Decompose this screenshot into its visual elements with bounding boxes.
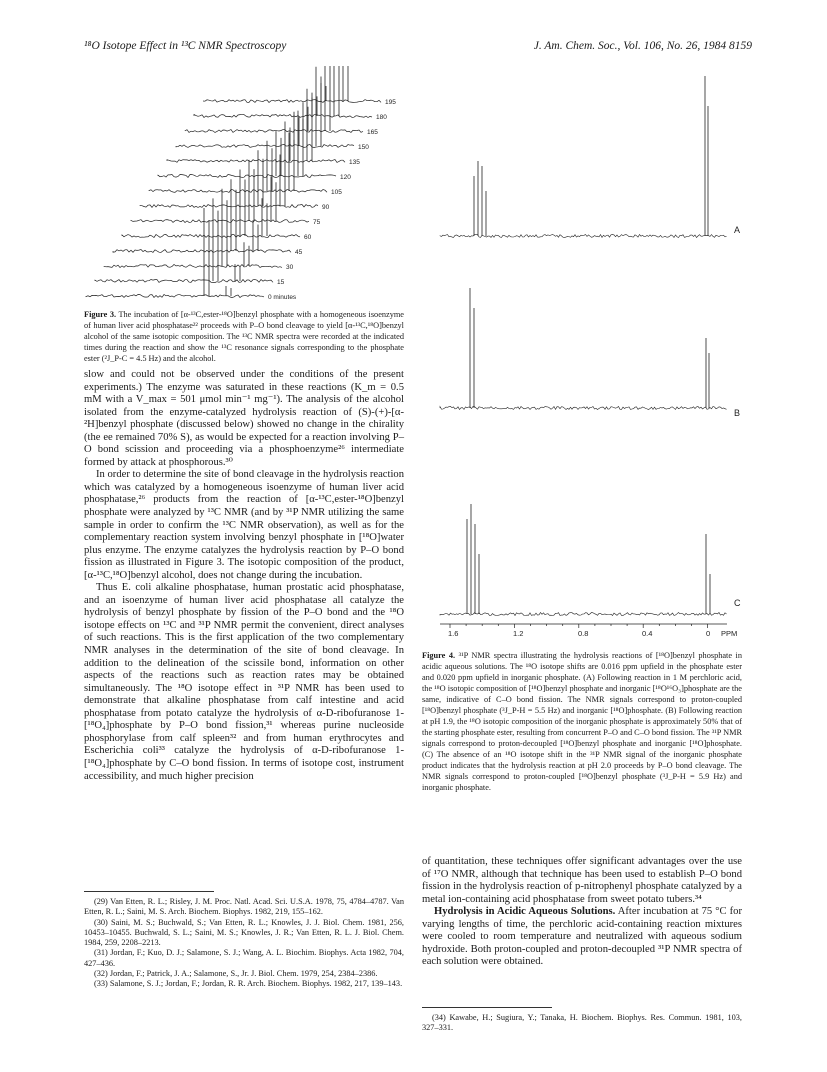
trace-label-c: C [734, 598, 741, 608]
time-label: 30 [286, 264, 294, 271]
trace-label-b: B [734, 408, 741, 418]
left-column-text [84, 369, 404, 783]
spectrum-trace [149, 190, 327, 193]
figure-3-stacked-spectra [84, 66, 414, 306]
axis-unit-label: PPM [721, 629, 738, 638]
spectrum-trace [167, 160, 345, 163]
trace-label-a: A [734, 225, 741, 235]
axis-tick-label: 1.6 [448, 629, 459, 638]
spectrum-trace [440, 407, 727, 410]
paragraph: slow and could not be observed under the conditions of the present experiments.) The enzyme was saturated in these reactions (K_m = 0.5 mM with a V_max = 501 μmol min⁻¹ mg⁻¹). The analysis of the alcohol isolated from the enzyme-catalyzed hydrolysis reaction of (S)-(+)-[α-²H]benzyl phosphate (discussed below) showed no change in the chirality (the ee remained 70% S), as would be expected for a reaction involving P–O bond scission and proceeding via a phosphoenzyme²⁶ intermediate formed by attack at phosphorous.³⁰ [84, 369, 404, 468]
spectrum-trace [95, 280, 273, 283]
time-label: 180 [376, 114, 387, 121]
spectrum-trace [194, 115, 372, 118]
axis-tick-label: 0 [706, 629, 711, 638]
spectrum-trace [86, 295, 264, 298]
spectrum-trace [440, 613, 727, 616]
paragraph: of quantitation, these techniques offer significant advantages over the use of ¹⁷O NMR, although that technique has been used to establish P–O bond fission in the hydrolysis reaction of p-nitrophenyl phosphate catalyzed by a metal ion-containing acid phosphatase from sweet potato tubers.³⁴ [422, 856, 742, 905]
footnote: (34) Kawabe, H.; Sugiura, Y.; Tanaka, H. Biochem. Biophys. Res. Commun. 1981, 103, 327–331. [422, 1013, 742, 1033]
spectrum-trace [104, 265, 282, 268]
running-head-citation: J. Am. Chem. Soc., Vol. 106, No. 26, 1984 8159 [533, 40, 752, 52]
spectrum-trace [203, 100, 381, 103]
spectrum-trace [122, 235, 300, 238]
figure-4 [422, 66, 752, 646]
running-head-title: ¹⁸O Isotope Effect in ¹³C NMR Spectroscopy [84, 40, 287, 52]
figure-3-caption-label: Figure 3. [84, 310, 117, 319]
section-run-in-heading: Hydrolysis in Acidic Aqueous Solutions. [434, 906, 616, 918]
footnote-rule-left [84, 891, 214, 892]
figure-3-caption [84, 309, 404, 364]
time-label: 15 [277, 279, 285, 286]
time-label: 45 [295, 249, 303, 256]
figure-3-caption-text: The incubation of [α-¹³C,ester-¹⁸O]benzyl phosphate with a homogeneous isoenzyme of human liver acid phosphatase²² proceeds with P–O bond cleavage to yield [α-¹³C,¹⁸O]benzyl alcohol of the same isotopic composition. The ¹³C NMR spectra were recorded at the indicated times during the reaction and show the ¹³C resonance signals corresponding to the phosphate ester (²J_P-C = 4.5 Hz) and the alcohol. [84, 310, 404, 363]
footnote: (31) Jordan, F.; Kuo, D. J.; Salamone, S. J.; Wang, A. L. Biochim. Biophys. Acta 1982, 704, 427–436. [84, 948, 404, 968]
spectrum-trace [158, 175, 336, 178]
paragraph-text: After incubation at 75 °C for varying lengths of time, the perchloric acid-containing reaction mixtures were cooled to room temperature and neutralized with aqueous sodium hydroxide. Both proton-coupled and proton-decoupled ³¹P NMR spectra of each solution were obtained. [422, 906, 742, 968]
time-label: 150 [358, 144, 369, 151]
paragraph: Thus E. coli alkaline phosphatase, human prostatic acid phosphatase, and an isoenzyme of human liver acid phosphatase all catalyze the hydrolysis of benzyl phosphate by fission of the P–O bond and the ¹⁸O isotope effects on ¹³C and ³¹P NMR permit the convenient, direct analyses of such reactions. This is the first application of the two complementary NMR analyses in the determination of the site of bond cleavage. In addition to the delineation of the scissile bond, information on other aspects of the reactions such as reaction rates may be obtained simultaneously. The ¹⁸O isotope effect in ³¹P NMR has been used to demonstrate that alkaline phosphatase from calf intestine and acid phosphatase from potato catalyze the hydrolysis of α-D-ribofuranose 1-[¹⁸O₄]phosphate by P–O bond fission,³¹ whereas purine nucleoside phosphorylase from calf spleen³² and from human erythrocytes and Escherichia coli³³ catalyze the hydrolysis of α-D-ribofuranose 1-[¹⁸O₄]phosphate by C–O bond fission. In terms of isotope cost, instrument accessibility, and much higher precision [84, 582, 404, 782]
footnote: (30) Saini, M. S.; Buchwald, S.; Van Etten, R. L.; Knowles, J. J. Biol. Chem. 1981, 256, 10453–10455. Buchwald, S. L.; Saini, M. S.; Knowles, J. R.; Van Etten, R. L. J. Biol. Chem. 1984, 259, 2208–2213. [84, 917, 404, 948]
spectrum-trace [140, 205, 318, 208]
axis-tick-label: 1.2 [513, 629, 524, 638]
time-label: 75 [313, 219, 321, 226]
time-label: 165 [367, 129, 378, 136]
footnote: (33) Salamone, S. J.; Jordan, F.; Jordan, R. R. Arch. Biochem. Biophys. 1982, 217, 139–143. [94, 979, 403, 989]
paragraph: In order to determine the site of bond cleavage in the hydrolysis reaction which was catalyzed by a homogeneous isoenzyme of human liver acid phosphatase,²⁶ products from the reaction of [α-¹³C,ester-¹⁸O]benzyl phosphate were analyzed by ¹³C NMR (and by ³¹P NMR utilizing the same sample in order to confirm the ¹³C NMR observation), as well as for the complementary reaction system involving benzyl phosphate in [¹⁸O]water plus enzyme. The enzyme catalyzes the hydrolysis reaction by P–O bond fission as illustrated in Figure 3. The isotopic composition of the product, [α-¹³C,¹⁸O]benzyl alcohol, does not change during the incubation. [84, 469, 404, 581]
figure-4-caption-text: ³¹P NMR spectra illustrating the hydrolysis reactions of [¹⁸O]benzyl phosphate in acidic aqueous solutions. The ¹⁸O isotope shifts are 0.016 ppm upfield in the phosphate ester and 0.020 ppm upfield in inorganic phosphate. (A) Following reaction in 1 M perchloric acid, the ¹⁸O isotopic composition of [¹⁸O]benzyl phosphate and inorganic [¹⁸O¹⁶O₃]phosphate are the same, indicative of C–O bond fission. The NMR signals correspond to proton-coupled [¹⁸O]benzyl phosphate (³J_P-H = 5.5 Hz) and inorganic [¹⁸O]phosphate. (B) Following reaction at pH 1.9, the ¹⁸O isotopic composition of the inorganic phosphate is approximately 50% that of the starting phosphate ester, resulting from concurrent P–O and C–O bond fission. The ³¹P NMR signals correspond to proton-decoupled [¹⁸O]benzyl phosphate and inorganic [¹⁸O]phosphate. (C) The absence of an ¹⁸O isotope shift in the ³¹P NMR signal of the inorganic phosphate product indicates that the hydrolysis reaction at pH 2.0 proceeds by P–O bond cleavage. The NMR signals correspond to proton-coupled [¹⁸O]benzyl phosphate (³J_P-H = 5.9 Hz) and inorganic phosphate. [422, 651, 742, 792]
axis-tick-label: 0.8 [578, 629, 589, 638]
time-label: 120 [340, 174, 351, 181]
figure-4-spectra [422, 66, 752, 646]
right-column-text [422, 856, 742, 969]
footnotes-left [84, 897, 404, 990]
spectrum-trace [440, 235, 727, 238]
paragraph [422, 906, 742, 969]
time-label: 135 [349, 159, 360, 166]
footnote: (32) Jordan, F.; Patrick, J. A.; Salamone, S., Jr. J. Biol. Chem. 1979, 254, 2384–2386. [94, 969, 378, 979]
time-label: 90 [322, 204, 330, 211]
figure-3 [84, 66, 414, 306]
figure-4-caption [422, 650, 742, 793]
figure-4-caption-label: Figure 4. [422, 651, 456, 660]
time-label: 60 [304, 234, 312, 241]
time-label: 0 minutes [268, 294, 297, 301]
axis-tick-label: 0.4 [642, 629, 653, 638]
footnote: (29) Van Etten, R. L.; Risley, J. M. Proc. Natl. Acad. Sci. U.S.A. 1978, 75, 4784–4787. Van Etten, R. L.; Saini, M. S. Arch. Biochem. Biophys. 1982, 219, 155–162. [84, 897, 404, 917]
time-label: 105 [331, 189, 342, 196]
spectrum-trace [176, 145, 354, 148]
footnote-rule-right [422, 1007, 552, 1008]
spectrum-trace [185, 130, 363, 133]
time-label: 195 [385, 99, 396, 106]
spectrum-trace [131, 220, 309, 223]
spectrum-trace [113, 250, 291, 253]
footnotes-right [422, 1013, 742, 1034]
